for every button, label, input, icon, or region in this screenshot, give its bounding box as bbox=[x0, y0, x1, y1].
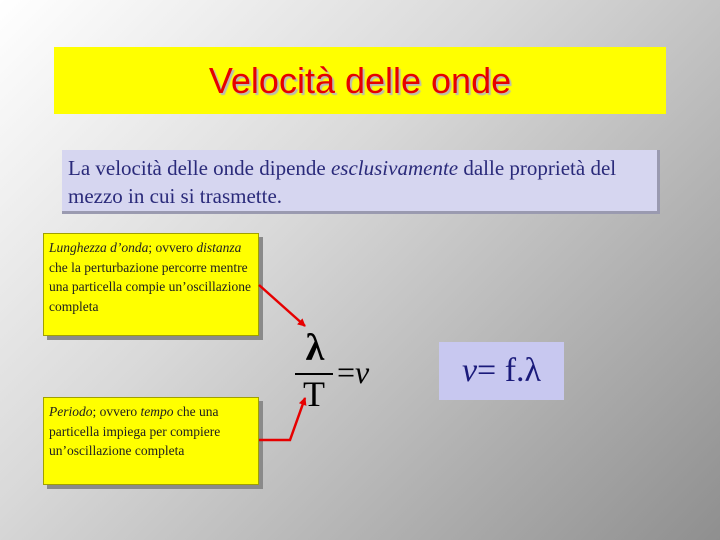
wavelength-text2: che la perturbazione percorre mentre una particella compie un’oscillazione completa bbox=[49, 259, 252, 314]
intro-part2: dalle proprietà del mezzo in cui si trasmette. bbox=[68, 156, 617, 208]
wavelength-text1: ; ovvero bbox=[148, 240, 197, 255]
period-symbol: T bbox=[303, 374, 325, 414]
slide-title: Velocità delle onde bbox=[208, 59, 512, 101]
period-text1: ; ovvero bbox=[92, 404, 141, 419]
intro-part1: La velocità delle onde dipende bbox=[68, 156, 331, 180]
period-term2: tempo bbox=[140, 404, 174, 419]
v-symbol: v bbox=[355, 354, 370, 390]
arrow-to-lambda bbox=[259, 285, 305, 326]
result-formula-box bbox=[439, 342, 564, 400]
wavelength-term2: distanza bbox=[196, 240, 242, 255]
wavelength-term: Lunghezza d’onda bbox=[49, 240, 149, 255]
intro-emphasis: esclusivamente bbox=[330, 156, 459, 180]
velocity-formula bbox=[293, 328, 403, 418]
result-rest: = f.λ bbox=[477, 352, 542, 389]
period-text2: che una particella impiega per compiere un’oscillazione completa bbox=[49, 404, 221, 458]
equals-sign: = bbox=[337, 354, 356, 390]
lambda-symbol: λ bbox=[305, 327, 325, 369]
equals-v bbox=[337, 352, 369, 392]
result-v: v bbox=[461, 352, 478, 389]
period-term: Periodo bbox=[49, 404, 93, 419]
